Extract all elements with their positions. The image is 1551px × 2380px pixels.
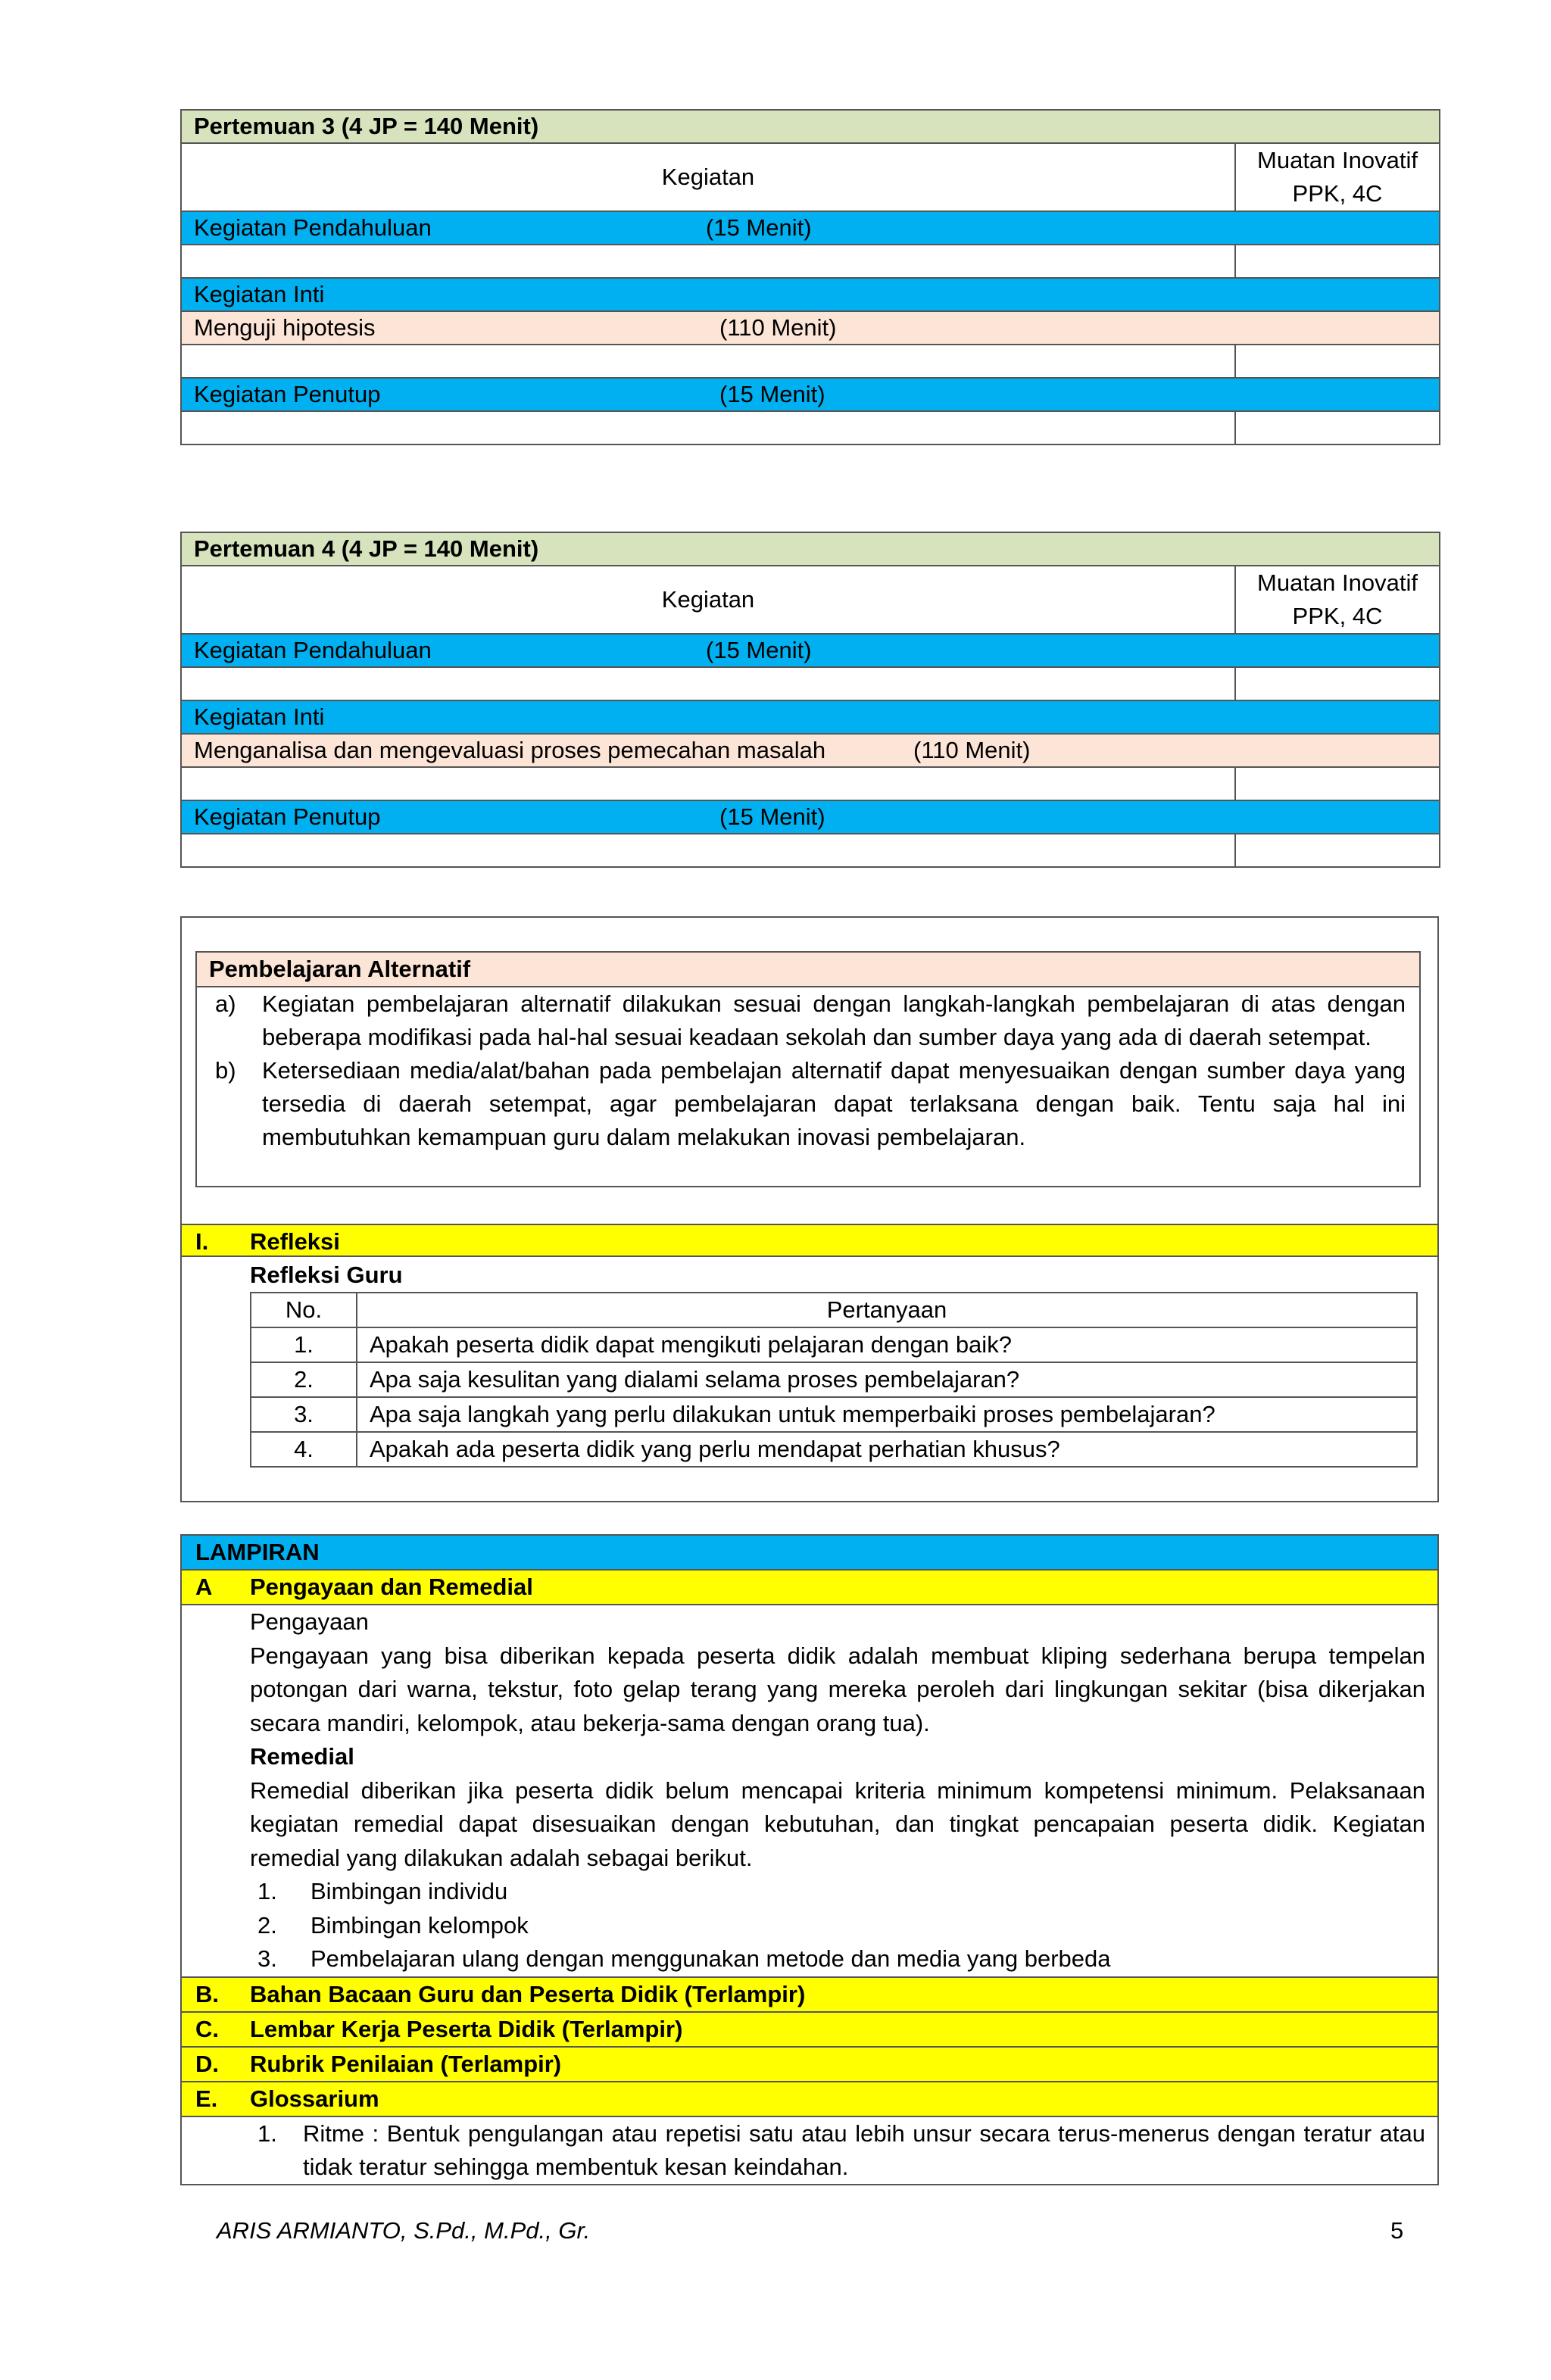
empty-cell: [1235, 834, 1440, 867]
remedial-text: Remedial diberikan jika peserta didik belum mencapai kriteria minimum kompetensi minimum. Pelaksanaan kegiatan remedial dapat disesuaikan dengan kebutuhan, dan tingkat pencapaian peserta didik. Kegiatan remedial yang dilakukan adalah sebagai berikut.: [250, 1776, 1425, 1871]
list-item: 1. Bimbingan individu: [257, 1878, 508, 1904]
alternatif-refleksi-frame: [180, 916, 1439, 1502]
meeting-3-title: Pertemuan 3 (4 JP = 140 Menit): [181, 110, 1440, 143]
inti-sub-row: Menganalisa dan mengevaluasi proses pemecahan masalah (110 Menit): [181, 734, 1440, 767]
pendahuluan-row: Kegiatan Pendahuluan (15 Menit): [181, 211, 1440, 245]
empty-cell: [181, 345, 1235, 378]
empty-cell: [181, 667, 1235, 700]
alternatif-item-a: a) Kegiatan pembelajaran alternatif dilakukan sesuai dengan langkah-langkah pembelajaran di atas dengan beberapa modifikasi pada hal-hal sesuai keadaan sekolah dan sumber daya yang ada di daerah setempat.: [215, 990, 1406, 1050]
table-row: 4. Apakah ada peserta didik yang perlu mendapat perhatian khusus?: [251, 1432, 1417, 1467]
muatan-header: Muatan Inovatif PPK, 4C: [1235, 143, 1440, 211]
penutup-row: Kegiatan Penutup (15 Menit): [181, 800, 1440, 834]
meeting-3-table: [180, 109, 1440, 445]
alternatif-title: Pembelajaran Alternatif: [197, 953, 1419, 987]
empty-cell: [1235, 345, 1440, 378]
glossary-content: [182, 2117, 1437, 2184]
lampiran-d-bar: D. Rubrik Penilaian (Terlampir): [182, 2048, 1437, 2082]
refleksi-bar: I. Refleksi: [182, 1224, 1437, 1257]
lampiran-a-content: [182, 1605, 1437, 1978]
list-item: 1. Ritme : Bentuk pengulangan atau repetisi satu atau lebih unsur secara terus-menerus dengan teratur atau tidak teratur sehingga membentuk kesan keindahan.: [257, 2120, 1425, 2180]
remedial-heading: Remedial: [250, 1743, 354, 1770]
meeting-4-table: [180, 532, 1440, 868]
refleksi-subtitle: Refleksi Guru: [250, 1262, 403, 1288]
pendahuluan-row: Kegiatan Pendahuluan (15 Menit): [181, 634, 1440, 667]
kegiatan-header: Kegiatan: [181, 143, 1235, 211]
alternatif-item-b: b) Ketersediaan media/alat/bahan pada pembelajan alternatif dapat menyesuaikan dengan sumber daya yang tersedia di daerah setempat, agar pembelajaran dapat terlaksana dengan baik. Tentu saja hal ini membutuhkan kemampuan guru dalam melakukan inovasi pembelajaran.: [215, 1057, 1406, 1150]
col-q-header: Pertanyaan: [357, 1293, 1417, 1327]
lampiran-e-bar: E. Glossarium: [182, 2082, 1437, 2117]
list-item: 2. Bimbingan kelompok: [257, 1911, 529, 1939]
empty-cell: [1235, 767, 1440, 800]
meeting-4-title: Pertemuan 4 (4 JP = 140 Menit): [181, 532, 1440, 566]
empty-cell: [1235, 667, 1440, 700]
empty-cell: [1235, 245, 1440, 278]
lampiran-c-bar: C. Lembar Kerja Peserta Didik (Terlampir): [182, 2013, 1437, 2048]
lampiran-frame: [180, 1534, 1439, 2185]
penutup-row: Kegiatan Penutup (15 Menit): [181, 378, 1440, 411]
list-item: 3. Pembelajaran ulang dengan menggunakan metode dan media yang berbeda: [257, 1945, 1111, 1972]
inti-row: Kegiatan Inti: [181, 278, 1440, 311]
footer-page-number: 5: [1390, 2217, 1404, 2244]
refleksi-table: [250, 1292, 1418, 1468]
table-row: 3. Apa saja langkah yang perlu dilakukan untuk memperbaiki proses pembelajaran?: [251, 1397, 1417, 1432]
muatan-header: Muatan Inovatif PPK, 4C: [1235, 566, 1440, 634]
kegiatan-header: Kegiatan: [181, 566, 1235, 634]
alternatif-box: [195, 951, 1421, 1187]
inti-row: Kegiatan Inti: [181, 700, 1440, 734]
empty-cell: [181, 767, 1235, 800]
lampiran-b-bar: B. Bahan Bacaan Guru dan Peserta Didik (Terlampir): [182, 1978, 1437, 2013]
lampiran-title: LAMPIRAN: [182, 1536, 1437, 1571]
pengayaan-text: Pengayaan yang bisa diberikan kepada peserta didik adalah membuat kliping sederhana berupa tempelan potongan dari warna, tekstur, foto gelap terang yang mereka peroleh dari lingkungan sekitar (bisa dikerjakan secara mandiri, kelompok, atau bekerja-sama dengan orang tua).: [250, 1642, 1425, 1736]
lampiran-a-bar: A Pengayaan dan Remedial: [182, 1571, 1437, 1605]
empty-cell: [181, 245, 1235, 278]
empty-cell: [1235, 411, 1440, 444]
pengayaan-heading: Pengayaan: [250, 1608, 369, 1635]
table-row: 1. Apakah peserta didik dapat mengikuti pelajaran dengan baik?: [251, 1327, 1417, 1362]
col-no-header: No.: [251, 1293, 357, 1327]
empty-cell: [181, 834, 1235, 867]
table-row: 2. Apa saja kesulitan yang dialami selama proses pembelajaran?: [251, 1362, 1417, 1397]
footer-author: ARIS ARMIANTO, S.Pd., M.Pd., Gr.: [217, 2217, 591, 2244]
inti-sub-row: Menguji hipotesis (110 Menit): [181, 311, 1440, 345]
empty-cell: [181, 411, 1235, 444]
